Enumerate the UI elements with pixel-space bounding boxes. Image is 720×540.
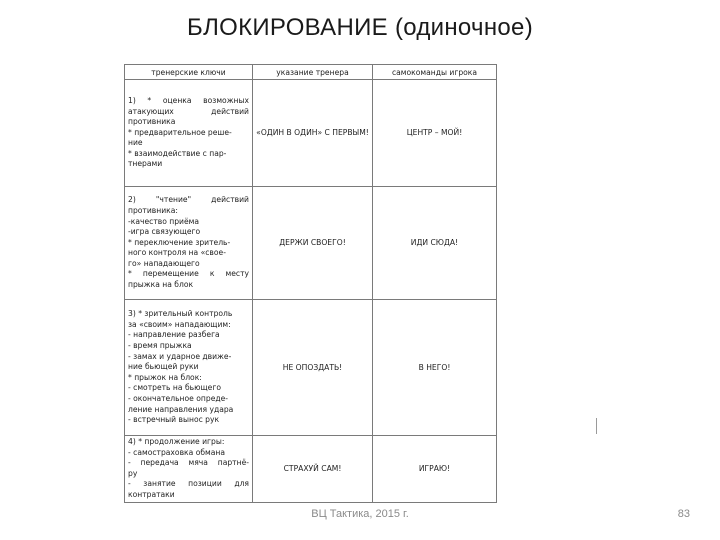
key-line: * взаимодействие с пар- [128, 148, 227, 158]
coach-instruction-cell: НЕ ОПОЗДАТЬ! [253, 300, 373, 436]
key-line: * переключение зритель- [128, 237, 231, 247]
table-header-row [125, 65, 497, 80]
self-command-cell: В НЕГО! [373, 300, 497, 436]
key-line: 1) * оценка возможных [128, 95, 249, 105]
key-line: противника: [128, 205, 178, 215]
key-line: -игра связующего [128, 227, 201, 237]
table-row [125, 187, 497, 300]
blocking-table [124, 64, 497, 503]
key-line: * предварительное реше- [128, 127, 232, 137]
key-line: 4) * продолжение игры: [128, 437, 225, 446]
key-line: -качество приёма [128, 216, 200, 226]
coach-instruction-cell: ДЕРЖИ СВОЕГО! [253, 187, 373, 300]
key-line: - окончательное опреде- [128, 393, 229, 403]
coach-keys-cell [125, 187, 253, 300]
self-command-cell: ИДИ СЮДА! [373, 187, 497, 300]
text-cursor [596, 418, 597, 434]
key-line: прыжка на блок [128, 280, 194, 290]
header-coach-instruction: указание тренера [253, 65, 373, 80]
table-row [125, 300, 497, 436]
key-line: * прыжок на блок: [128, 372, 202, 382]
key-line: ление направления удара [128, 404, 234, 414]
key-line: * перемещение к месту [128, 269, 249, 279]
coach-keys-cell [125, 436, 253, 503]
footer-text: ВЦ Тактика, 2015 г. [311, 508, 409, 520]
coach-instruction-cell: СТРАХУЙ САМ! [253, 436, 373, 503]
key-line: атакующих действий [128, 106, 249, 116]
table-row [125, 436, 497, 503]
key-line: ние бьющей руки [128, 362, 199, 372]
key-line: - передача мяча партнё- [128, 458, 249, 468]
page-number: 83 [677, 508, 690, 520]
key-line: - самостраховка обмана [128, 447, 226, 457]
key-line: контратаки [128, 489, 175, 499]
header-coach-keys: тренерские ключи [125, 65, 253, 80]
key-line: - смотреть на бьющего [128, 383, 221, 393]
key-line: тнерами [128, 159, 163, 169]
self-command-cell: ИГРАЮ! [373, 436, 497, 503]
key-line: за «своим» нападающим: [128, 319, 231, 329]
key-line: ние [128, 138, 143, 148]
slide-title: БЛОКИРОВАНИЕ (одиночное) [187, 14, 533, 41]
key-line: 3) * зрительный контроль [128, 309, 233, 319]
key-line: - направление разбега [128, 330, 220, 340]
key-line: - занятие позиции для [128, 479, 249, 489]
key-line: ру [128, 468, 138, 478]
key-line: противника [128, 117, 176, 127]
key-line: - встречный вынос рук [128, 415, 220, 425]
key-line: ного контроля на «свое- [128, 248, 226, 258]
key-line: - замах и ударное движе- [128, 351, 232, 361]
header-player-self-command: самокоманды игрока [373, 65, 497, 80]
coach-instruction-cell: «ОДИН В ОДИН» С ПЕРВЫМ! [253, 80, 373, 187]
self-command-cell: ЦЕНТР – МОЙ! [373, 80, 497, 187]
table-row [125, 80, 497, 187]
key-line: го» нападающего [128, 258, 200, 268]
key-line: 2) "чтение" действий [128, 195, 249, 205]
key-line: - время прыжка [128, 341, 192, 351]
coach-keys-cell [125, 80, 253, 187]
coach-keys-cell [125, 300, 253, 436]
